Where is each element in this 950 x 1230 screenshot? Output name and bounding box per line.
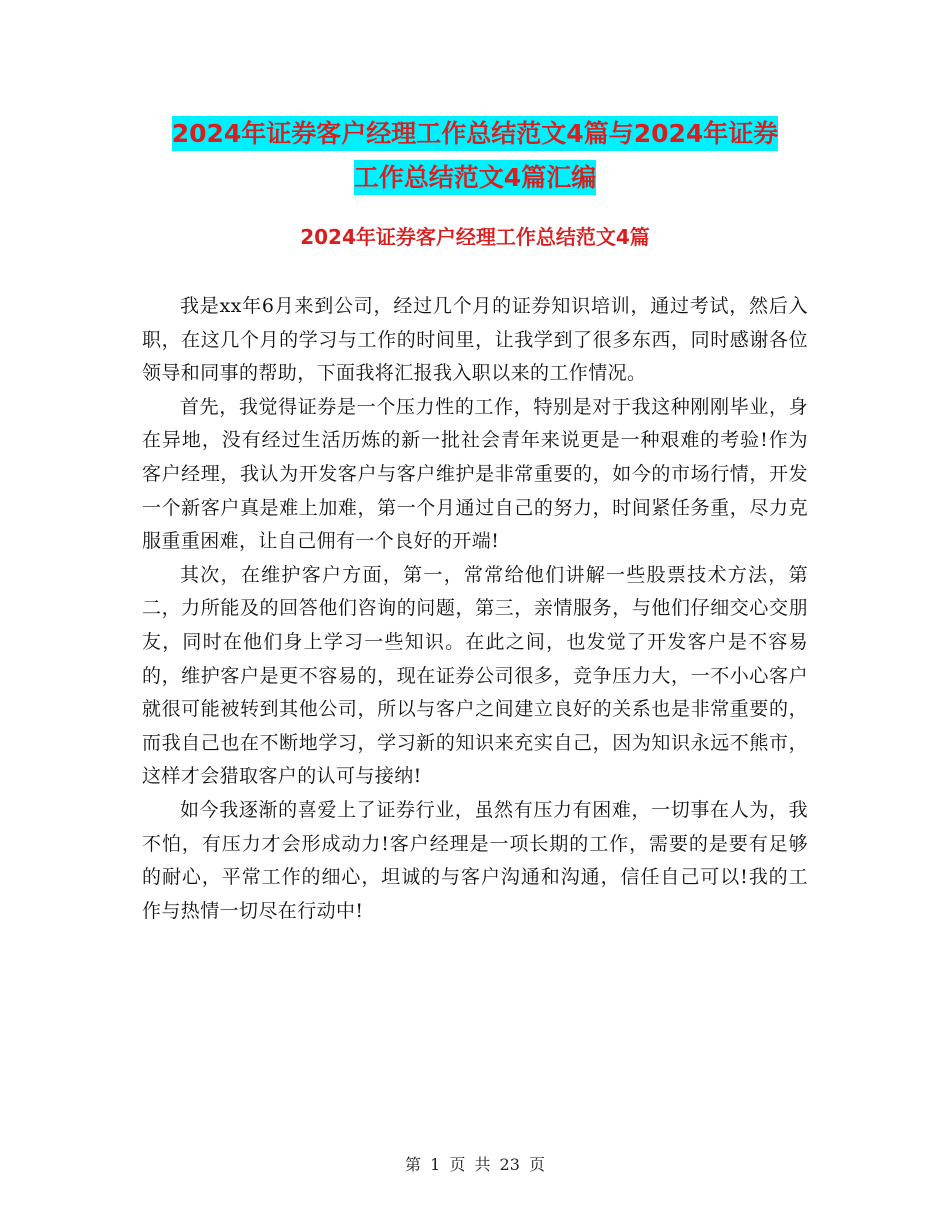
document-title bbox=[60, 112, 890, 200]
paragraph-4: 如今我逐渐的喜爱上了证券行业，虽然有压力有困难，一切事在人为，我不怕，有压力才会形成动力!客户经理是一项长期的工作，需要的是要有足够的耐心，平常工作的细心，坦诚的与客户沟通和沟通，信任自己可以!我的工作与热情一切尽在行动中! bbox=[142, 798, 808, 922]
title-line-2: 工作总结范文4篇汇编 bbox=[354, 160, 596, 195]
page-footer: 第 1 页 共 23 页 bbox=[405, 1155, 545, 1174]
paragraph-3: 其次，在维护客户方面，第一，常常给他们讲解一些股票技术方法，第二，力所能及的回答他们咨询的问题，第三，亲情服务，与他们仔细交心交朋友，同时在他们身上学习一些知识。在此之间，也发觉了开发客户是不容易的，维护客户是更不容易的，现在证券公司很多，竞争压力大，一不小心客户就很可能被转到其他公司，所以与客户之间建立良好的关系也是非常重要的，而我自己也在不断地学习，学习新的知识来充实自己，因为知识永远不熊市，这样才会猎取客户的认可与接纳! bbox=[142, 563, 808, 788]
paragraph-2: 首先，我觉得证券是一个压力性的工作，特别是对于我这种刚刚毕业，身在异地，没有经过生活历炼的新一批社会青年来说更是一种艰难的考验!作为客户经理，我认为开发客户与客户维护是非常重要的，如今的市场行情，开发一个新客户真是难上加难，第一个月通过自己的努力，时间紧任务重，尽力克服重重困难，让自己佣有一个良好的开端! bbox=[142, 395, 808, 553]
paragraph-1: 我是xx年6月来到公司，经过几个月的证券知识培训，通过考试，然后入职，在这几个月的学习与工作的时间里，让我学到了很多东西，同时感谢各位领导和同事的帮助，下面我将汇报我入职以来的工作情况。 bbox=[142, 295, 808, 385]
title-line-1: 2024年证券客户经理工作总结范文4篇与2024年证券 bbox=[172, 116, 779, 151]
section-title: 2024年证券客户经理工作总结范文4篇 bbox=[300, 225, 650, 249]
body-text bbox=[142, 290, 808, 928]
